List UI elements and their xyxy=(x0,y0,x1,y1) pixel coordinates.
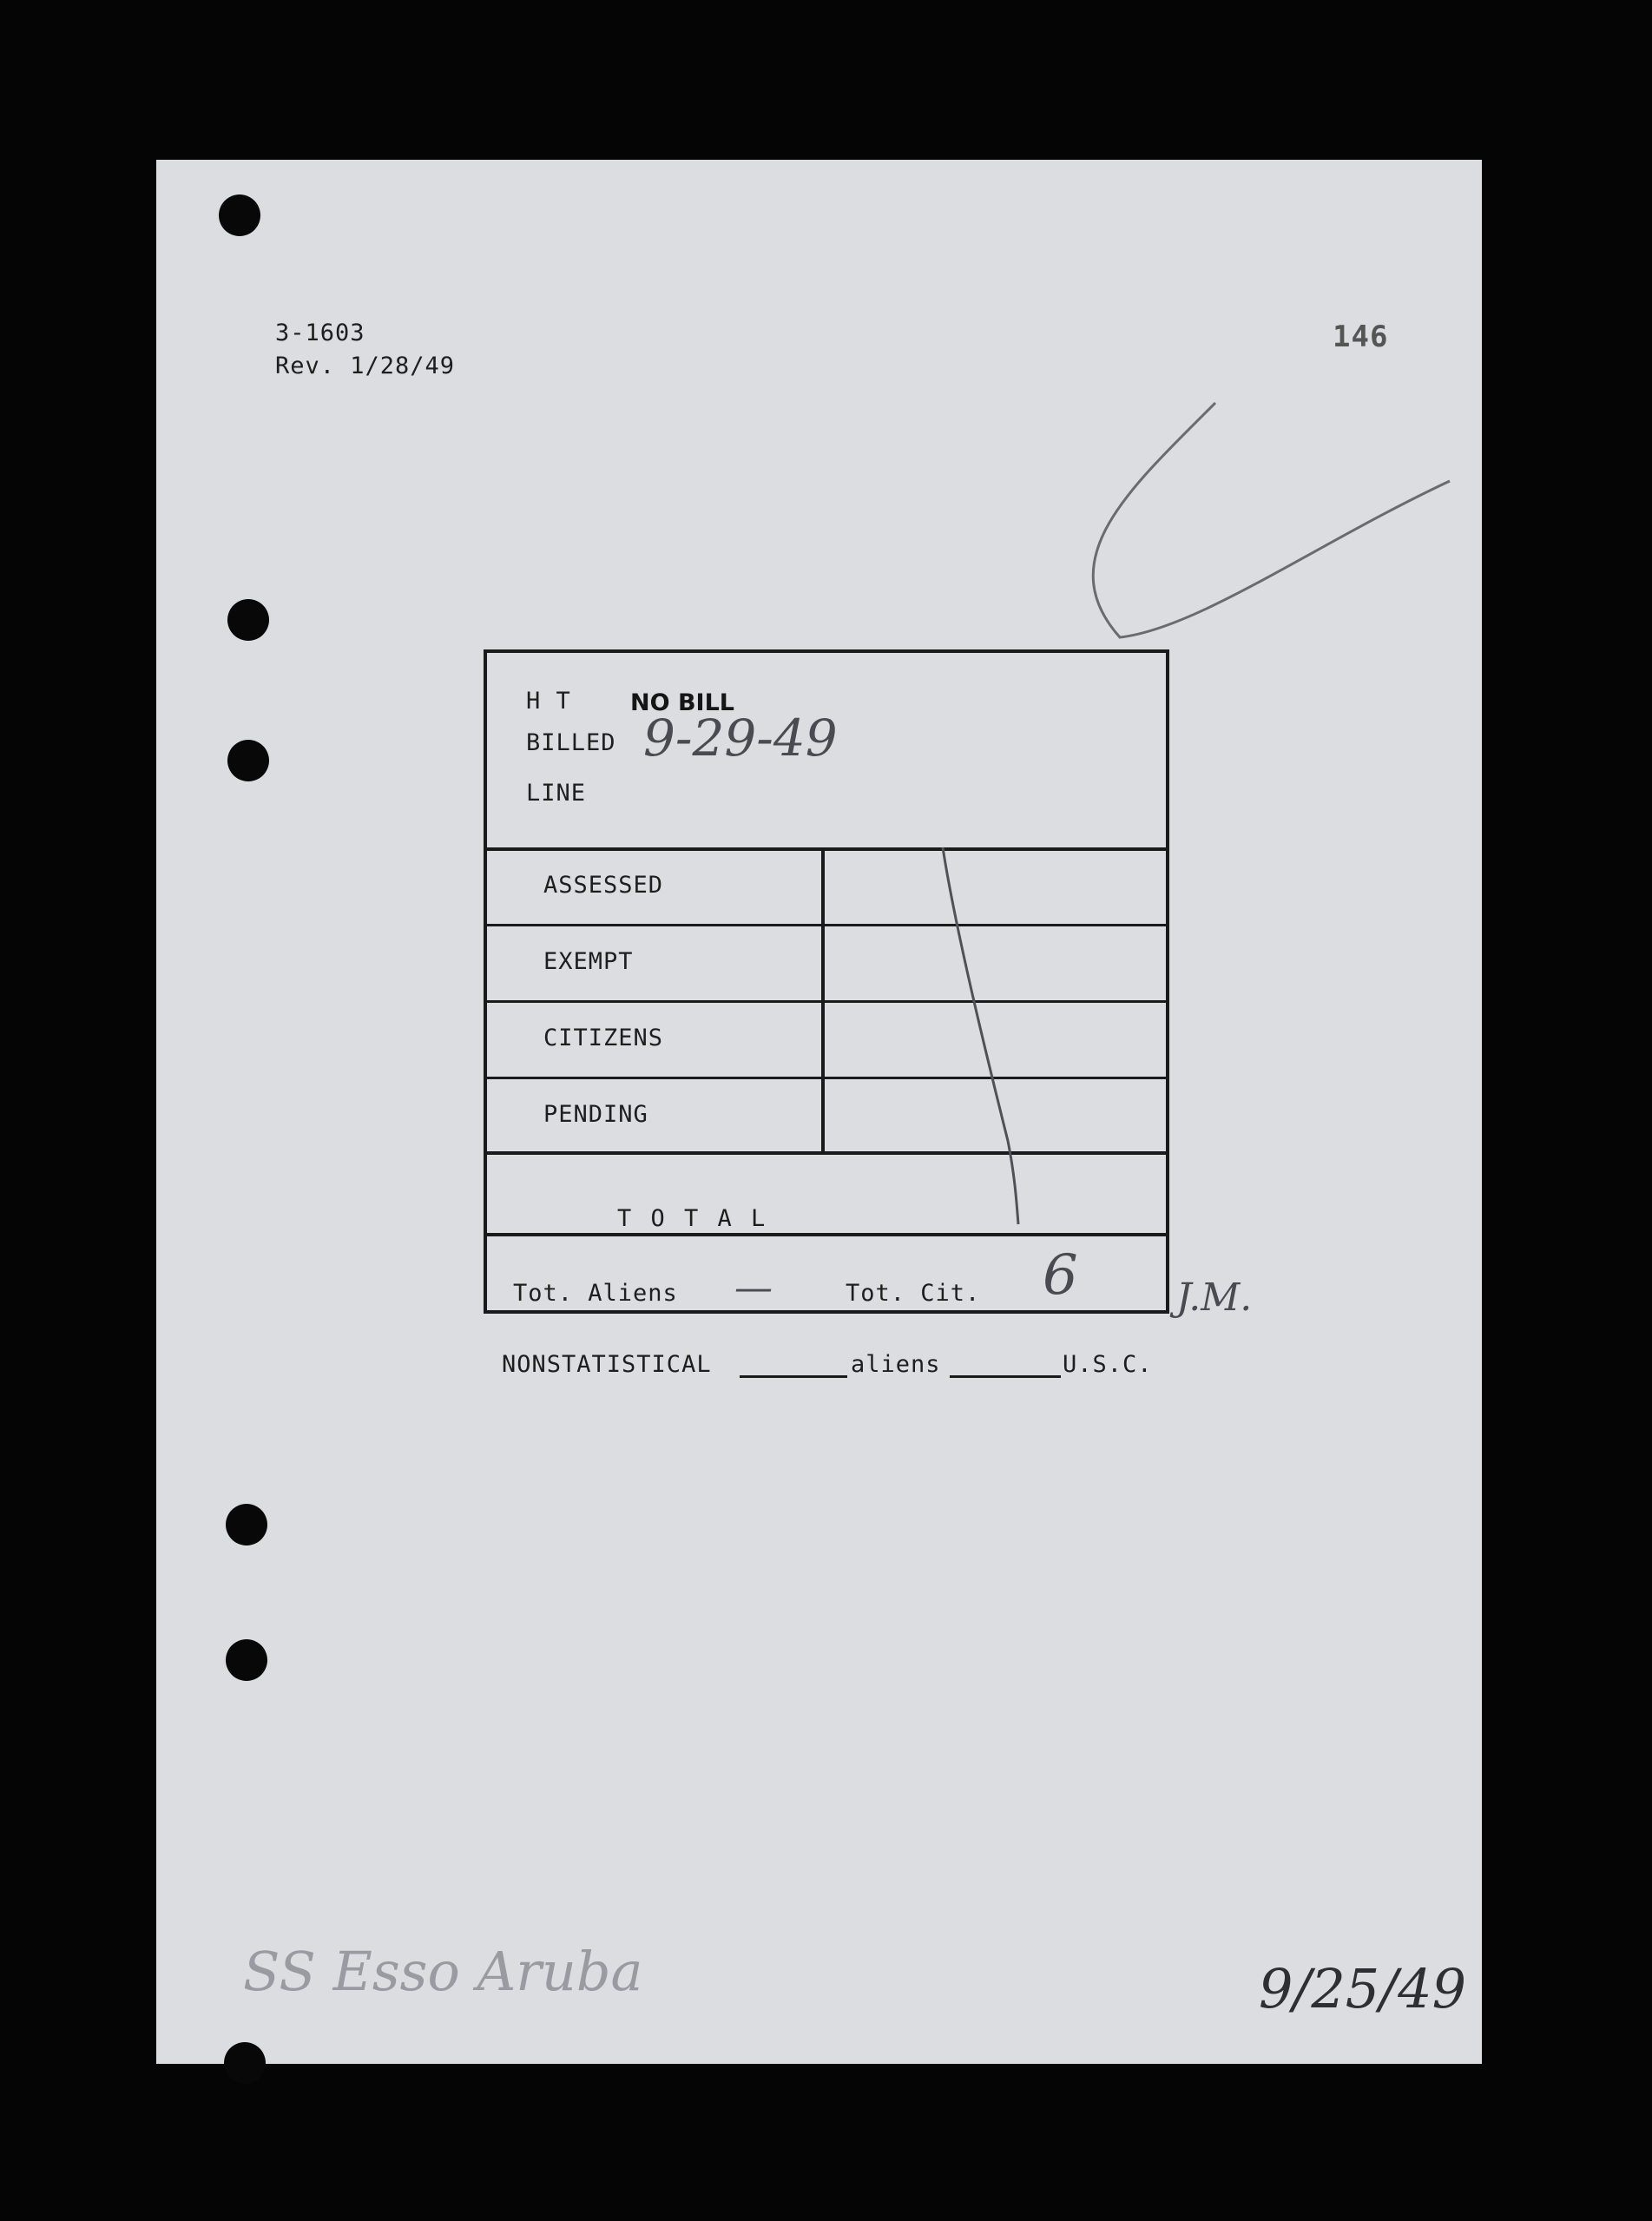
stamp-ht-label: H T xyxy=(526,688,571,715)
form-number: 3-1603 xyxy=(275,320,365,346)
stamp-rule xyxy=(487,1151,1166,1155)
stamp-tot-aliens-value: — xyxy=(734,1266,773,1310)
punch-hole xyxy=(226,1504,267,1545)
stamp-no-bill: NO BILL xyxy=(630,689,734,716)
punch-hole xyxy=(219,194,260,236)
punch-hole xyxy=(227,740,269,781)
punch-hole xyxy=(227,599,269,641)
stamp-rule xyxy=(487,1233,1166,1236)
nonstatistical-label: NONSTATISTICAL xyxy=(502,1351,712,1378)
vessel-name: SS Esso Aruba xyxy=(243,1940,643,2003)
stamp-billed-date: 9-29-49 xyxy=(643,708,838,768)
stamp-total-label: T O T A L xyxy=(617,1205,768,1232)
pencil-strike-line xyxy=(938,846,1043,1228)
punch-hole xyxy=(226,1639,267,1681)
footer-date: 9/25/49 xyxy=(1259,1957,1467,2020)
stamp-column-divider xyxy=(821,847,825,1153)
status-stamp xyxy=(484,649,1169,1314)
aliens-blank xyxy=(950,1375,1061,1378)
stamp-line-label: LINE xyxy=(526,780,587,807)
stamp-tot-cit-value: 6 xyxy=(1043,1243,1078,1308)
page-number: 146 xyxy=(1333,320,1389,354)
aliens-label: aliens xyxy=(851,1351,941,1378)
stamp-tot-cit-label: Tot. Cit. xyxy=(846,1280,981,1307)
initials: J.M. xyxy=(1176,1275,1253,1320)
form-revision: Rev. 1/28/49 xyxy=(275,353,456,379)
usc-label: U.S.C. xyxy=(1063,1351,1153,1378)
stamp-rule xyxy=(487,924,1166,926)
nonstatistical-blank xyxy=(740,1375,847,1378)
stamp-billed-label: BILLED xyxy=(526,729,616,756)
pencil-check-mark xyxy=(955,386,1458,663)
stamp-tot-aliens-label: Tot. Aliens xyxy=(513,1280,678,1307)
stamp-row-assessed: ASSESSED xyxy=(543,872,664,899)
stamp-rule xyxy=(487,847,1166,851)
document-page xyxy=(156,160,1482,2064)
stamp-row-pending: PENDING xyxy=(543,1101,648,1128)
stamp-row-exempt: EXEMPT xyxy=(543,948,634,975)
stamp-rule xyxy=(487,1077,1166,1079)
punch-hole xyxy=(224,2042,266,2084)
stamp-row-citizens: CITIZENS xyxy=(543,1025,664,1051)
stamp-rule xyxy=(487,1000,1166,1003)
